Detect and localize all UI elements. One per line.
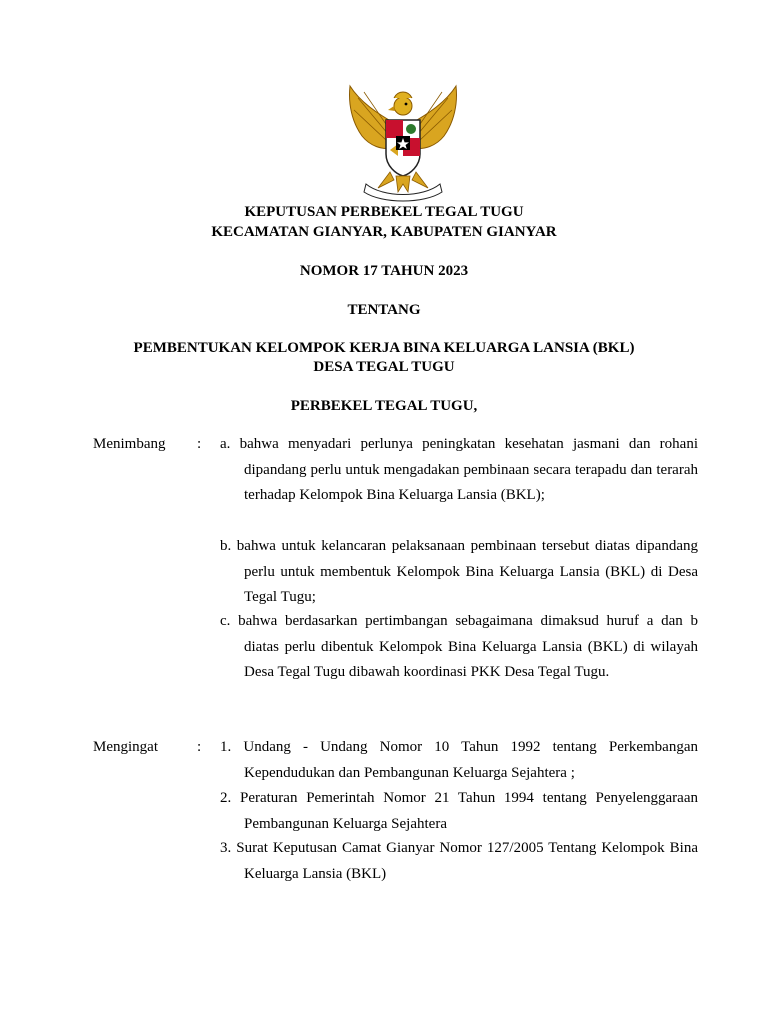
menimbang-label: Menimbang bbox=[93, 436, 166, 452]
mengingat-item-1: 1. Undang - Undang Nomor 10 Tahun 1992 tentang Perkembangan Kependudukan dan Pembangunan Keluarga Sejahtera ; bbox=[220, 739, 698, 781]
menimbang-item-a: a. bahwa menyadari perlunya peningkatan kesehatan jasmani dan rohani dipandang perlu untuk mengadakan pembinaan secara terapadu dan terarah terhadap Kelompok Bina Keluarga Lansia (BKL); bbox=[220, 436, 698, 503]
menimbang-colon: : bbox=[197, 436, 202, 452]
official-title: PERBEKEL TEGAL TUGU, bbox=[290, 398, 478, 414]
mengingat-item-2: 2. Peraturan Pemerintah Nomor 21 Tahun 1994 tentang Penyelenggaraan Pembangunan Keluarga Sejahtera bbox=[220, 790, 698, 832]
mengingat-label: Mengingat bbox=[93, 739, 158, 755]
mengingat-item-3: 3. Surat Keputusan Camat Gianyar Nomor 127/2005 Tentang Kelompok Bina Keluarga Lansia (BKL) bbox=[220, 840, 698, 882]
subject-line2: DESA TEGAL TUGU bbox=[313, 359, 455, 375]
decree-number: NOMOR 17 TAHUN 2023 bbox=[299, 263, 469, 279]
garuda-emblem-image bbox=[338, 84, 468, 202]
menimbang-item-b: b. bahwa untuk kelancaran pelaksanaan pembinaan tersebut diatas dipandang perlu untuk membentuk Kelompok Bina Keluarga Lansia (BKL) di Desa Tegal Tugu; bbox=[220, 538, 698, 605]
decree-title-line2: KECAMATAN GIANYAR, KABUPATEN GIANYAR bbox=[211, 224, 557, 240]
about-heading: TENTANG bbox=[347, 302, 421, 318]
mengingat-colon: : bbox=[197, 739, 202, 755]
decree-title-line1: KEPUTUSAN PERBEKEL TEGAL TUGU bbox=[244, 204, 524, 220]
subject-line1: PEMBENTUKAN KELOMPOK KERJA BINA KELUARGA LANSIA (BKL) bbox=[133, 340, 635, 356]
garuda-emblem bbox=[338, 84, 468, 202]
menimbang-item-c: c. bahwa berdasarkan pertimbangan sebagaimana dimaksud huruf a dan b diatas perlu dibentuk Kelompok Bina Keluarga Lansia (BKL) di wilayah Desa Tegal Tugu dibawah koordinasi PKK Desa Tegal Tugu. bbox=[220, 613, 698, 680]
